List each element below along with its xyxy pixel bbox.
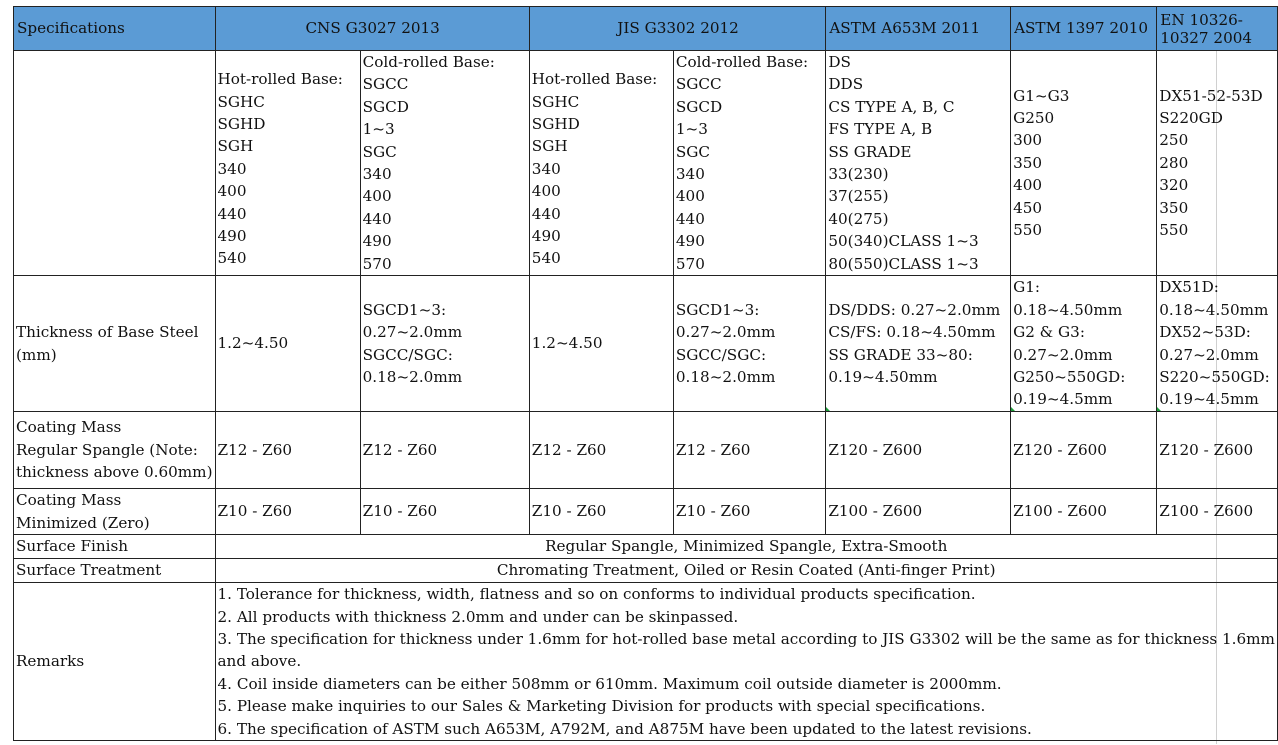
cell-line: SGC (675, 142, 711, 161)
thickness-jis-hot[interactable]: 1.2~4.50 (529, 276, 673, 412)
cell-line: thickness above 0.60mm) (16, 463, 213, 482)
header-row (14, 7, 1278, 51)
cell-line: 570 (675, 254, 705, 273)
surface-finish-value[interactable]: Regular Spangle, Minimized Spangle, Extra-Smooth (215, 535, 1277, 559)
cell-line: 490 (531, 227, 561, 246)
cell-line: 0.18~4.50mm (1159, 300, 1269, 319)
thickness-cns-hot[interactable]: 1.2~4.50 (215, 276, 360, 412)
header-astm-1397[interactable]: ASTM 1397 2010 (1011, 7, 1157, 51)
coating-regular-jis-hot[interactable]: Z12 - Z60 (529, 412, 673, 489)
cell-line: Minimized (Zero) (16, 513, 150, 532)
cell-line: DX51-52-53D (1159, 86, 1263, 105)
cell-line: Cold-rolled Base: (675, 53, 809, 71)
surface-treatment-value[interactable]: Chromating Treatment, Oiled or Resin Coated (Anti-finger Print) (215, 559, 1277, 583)
cell-line: 490 (362, 232, 392, 251)
cell-line: 40(275) (828, 209, 889, 228)
cell-line: SGH (217, 137, 254, 156)
cell-line: 3. The specification for thickness under 1.6mm for hot-rolled base metal according to JIS G3302 will be the same as for thickness 1.6mm (217, 629, 1275, 648)
coating-regular-row (14, 412, 1278, 489)
coating-minimized-cns-hot[interactable]: Z10 - Z60 (215, 489, 360, 535)
cell-line: DS (828, 53, 851, 71)
cell-line: SGH (531, 137, 568, 156)
cell-line: SS GRADE (828, 142, 912, 161)
cell-line: 0.19~4.5mm (1159, 390, 1259, 409)
cell-line: 570 (362, 254, 392, 273)
cell-line: 0.18~2.0mm (675, 367, 776, 386)
header-jis[interactable]: JIS G3302 2012 (529, 7, 826, 51)
coating-regular-cns-cold[interactable]: Z12 - Z60 (360, 412, 529, 489)
cell-line: 340 (675, 165, 705, 184)
cell-line: Coating Mass (16, 491, 122, 510)
surface-finish-row (14, 535, 1278, 559)
cell-line: 350 (1159, 198, 1189, 217)
remarks-row (14, 583, 1278, 741)
cell-line: 2. All products with thickness 2.0mm and under can be skinpassed. (217, 607, 739, 626)
coating-minimized-en[interactable]: Z100 - Z600 (1157, 489, 1278, 535)
cell-line: G250~550GD: (1013, 367, 1126, 386)
cell-line: 550 (1159, 221, 1189, 240)
cell-line: 320 (1159, 176, 1189, 195)
cell-line: SGC (362, 142, 397, 161)
cell-line: DS/DDS: 0.27~2.0mm (828, 300, 1001, 319)
cell-line: 0.27~2.0mm (675, 323, 776, 342)
thickness-en[interactable] (1157, 276, 1278, 412)
cell-line: G1~G3 (1013, 86, 1070, 105)
coating-minimized-astm-1397[interactable]: Z100 - Z600 (1011, 489, 1157, 535)
cell-line: 0.27~2.0mm (362, 323, 463, 342)
thickness-label[interactable] (14, 276, 216, 412)
cell-line: SGCC/SGC: (362, 345, 453, 364)
cell-line: 440 (675, 209, 705, 228)
cell-line: S220GD (1159, 109, 1223, 128)
cell-line: 350 (1013, 153, 1043, 172)
grade-row (14, 51, 1278, 276)
cell-line: 490 (675, 232, 705, 251)
cell-line: G250 (1013, 109, 1055, 128)
header-astm-a653m[interactable]: ASTM A653M 2011 (826, 7, 1011, 51)
cell-line: SGCC (675, 75, 722, 94)
cell-line: 37(255) (828, 187, 889, 206)
cell-line: S220~550GD: (1159, 367, 1270, 386)
cell-line: 33(230) (828, 165, 889, 184)
thickness-cns-cold[interactable] (360, 276, 529, 412)
cell-line: 1. Tolerance for thickness, width, flatness and so on conforms to individual products specification. (217, 585, 976, 604)
cell-line: SGCD (362, 97, 409, 116)
cell-line: DX52~53D: (1159, 323, 1251, 342)
coating-regular-astm-a653m[interactable]: Z120 - Z600 (826, 412, 1011, 489)
cell-line: 300 (1013, 131, 1043, 150)
cell-line: 0.27~2.0mm (1159, 345, 1259, 364)
cell-line: 6. The specification of ASTM such A653M, A792M, and A875M have been updated to the latest revisions. (217, 719, 1032, 738)
header-specifications[interactable]: Specifications (14, 7, 216, 51)
coating-regular-astm-1397[interactable]: Z120 - Z600 (1011, 412, 1157, 489)
cell-line: 340 (531, 159, 561, 178)
cell-line: SGCD1~3: (362, 300, 447, 319)
grade-cns-hot[interactable] (215, 51, 360, 276)
cell-line: 50(340)CLASS 1~3 (828, 232, 979, 251)
cell-line: 340 (362, 165, 392, 184)
grade-jis-cold[interactable] (673, 51, 825, 276)
cell-line: Thickness of Base Steel (16, 323, 199, 342)
coating-minimized-cns-cold[interactable]: Z10 - Z60 (360, 489, 529, 535)
cell-line: 400 (675, 187, 705, 206)
surface-treatment-label[interactable]: Surface Treatment (14, 559, 216, 583)
cell-line: 400 (362, 187, 392, 206)
grade-jis-hot[interactable] (529, 51, 673, 276)
thickness-row (14, 276, 1278, 412)
remarks-value[interactable] (215, 583, 1277, 741)
coating-regular-en[interactable]: Z120 - Z600 (1157, 412, 1278, 489)
grade-label-cell[interactable] (14, 51, 216, 276)
cell-line: 5. Please make inquiries to our Sales & Marketing Division for products with special specifications. (217, 697, 986, 716)
cell-line: 80(550)CLASS 1~3 (828, 254, 979, 273)
coating-regular-cns-hot[interactable]: Z12 - Z60 (215, 412, 360, 489)
header-cns[interactable]: CNS G3027 2013 (215, 7, 529, 51)
cell-line: and above. (217, 652, 302, 671)
cell-line: SGCD1~3: (675, 300, 760, 319)
cell-line: 250 (1159, 131, 1189, 150)
cell-line: DDS (828, 75, 864, 94)
cell-line: 400 (1013, 176, 1043, 195)
cell-line: Regular Spangle (Note: (16, 440, 198, 459)
remarks-label[interactable]: Remarks (14, 583, 216, 741)
cell-line: 440 (531, 204, 561, 223)
cell-line: Cold-rolled Base: (362, 53, 495, 71)
cell-line: SGCC/SGC: (675, 345, 767, 364)
cell-line: 0.27~2.0mm (1013, 345, 1113, 364)
cell-line: 400 (217, 182, 247, 201)
cell-line: 490 (217, 227, 247, 246)
cell-line: 280 (1159, 153, 1189, 172)
cell-line: 0.19~4.5mm (1013, 390, 1113, 409)
cell-line: SS GRADE 33~80: (828, 345, 973, 364)
cell-line: 0.18~2.0mm (362, 367, 463, 386)
thickness-astm-1397[interactable] (1011, 276, 1157, 412)
cell-line: 450 (1013, 198, 1043, 217)
cell-line: SGHC (217, 92, 265, 111)
thickness-astm-a653m[interactable] (826, 276, 1011, 412)
coating-minimized-row (14, 489, 1278, 535)
cell-line: FS TYPE A, B (828, 120, 933, 139)
coating-minimized-label[interactable] (14, 489, 216, 535)
cell-line: Hot-rolled Base: (217, 70, 343, 89)
cell-line: SGHC (531, 92, 580, 111)
coating-regular-jis-cold[interactable]: Z12 - Z60 (673, 412, 825, 489)
grade-cns-cold[interactable] (360, 51, 529, 276)
cell-line: 540 (531, 249, 561, 268)
coating-regular-label[interactable] (14, 412, 216, 489)
cell-line: SGCC (362, 75, 409, 94)
coating-minimized-jis-cold[interactable]: Z10 - Z60 (673, 489, 825, 535)
cell-line: 0.19~4.50mm (828, 367, 938, 386)
cell-line: Hot-rolled Base: (531, 70, 658, 89)
cell-line: 440 (217, 204, 247, 223)
cell-line: G2 & G3: (1013, 323, 1085, 342)
cell-line: 550 (1013, 221, 1043, 240)
cell-line: 0.18~4.50mm (1013, 300, 1123, 319)
cell-line: Coating Mass (16, 418, 122, 437)
grade-astm-1397[interactable] (1011, 51, 1157, 276)
cell-line: CS TYPE A, B, C (828, 97, 955, 116)
cell-line: (mm) (16, 345, 57, 364)
cell-line: G1: (1013, 278, 1040, 297)
cell-line: CS/FS: 0.18~4.50mm (828, 323, 996, 342)
thickness-jis-cold[interactable] (673, 276, 825, 412)
header-en[interactable] (1157, 7, 1278, 51)
cell-line: 400 (531, 182, 561, 201)
header-en-line1: EN 10326- (1160, 10, 1243, 29)
cell-line: DX51D: (1159, 278, 1219, 297)
cell-line: 1~3 (362, 120, 395, 139)
cell-line: 1~3 (675, 120, 708, 139)
cell-line: SGHD (217, 115, 266, 134)
cell-line: 4. Coil inside diameters can be either 508mm or 610mm. Maximum coil outside diameter is 2000mm. (217, 674, 1002, 693)
specification-table (13, 6, 1278, 741)
coating-minimized-jis-hot[interactable]: Z10 - Z60 (529, 489, 673, 535)
header-en-line2: 10327 2004 (1160, 28, 1253, 47)
surface-finish-label[interactable]: Surface Finish (14, 535, 216, 559)
cell-line: 540 (217, 249, 247, 268)
cell-line: 340 (217, 159, 247, 178)
grade-en[interactable] (1157, 51, 1278, 276)
grade-astm-a653m[interactable] (826, 51, 1011, 276)
coating-minimized-astm-a653m[interactable]: Z100 - Z600 (826, 489, 1011, 535)
cell-line: 440 (362, 209, 392, 228)
cell-line: SGHD (531, 115, 580, 134)
cell-line: SGCD (675, 97, 723, 116)
surface-treatment-row (14, 559, 1278, 583)
